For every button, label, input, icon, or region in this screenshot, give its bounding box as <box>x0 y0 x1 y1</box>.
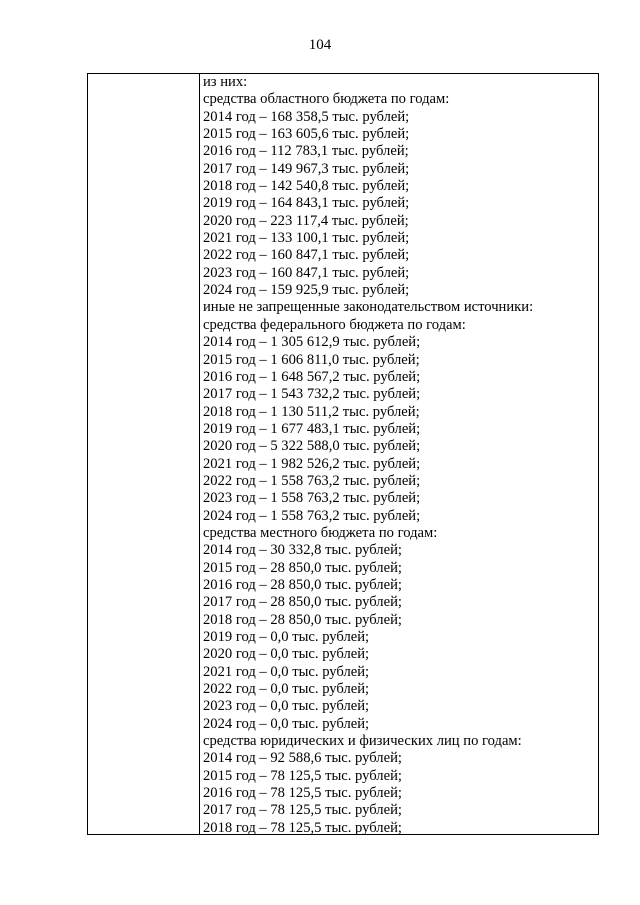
table-line: иные не запрещенные законодательством источники: <box>203 299 534 316</box>
table-line: 2016 год – 78 125,5 тыс. рублей; <box>203 785 402 802</box>
table-line: 2020 год – 223 117,4 тыс. рублей; <box>203 212 409 229</box>
table-line: 2014 год – 168 358,5 тыс. рублей; <box>203 108 410 125</box>
table-line: 2017 год – 1 543 732,2 тыс. рублей; <box>203 386 421 403</box>
table-line: 2016 год – 112 783,1 тыс. рублей; <box>203 143 409 160</box>
table-line: 2016 год – 1 648 567,2 тыс. рублей; <box>203 368 421 385</box>
table-line: 2014 год – 1 305 612,9 тыс. рублей; <box>203 334 421 351</box>
funding-table <box>87 73 599 835</box>
table-line: 2015 год – 163 605,6 тыс. рублей; <box>203 126 410 143</box>
table-line: 2020 год – 0,0 тыс. рублей; <box>203 646 370 663</box>
table-line: 2023 год – 160 847,1 тыс. рублей; <box>203 264 410 281</box>
table-line: 2017 год – 28 850,0 тыс. рублей; <box>203 594 402 611</box>
table-line: 2015 год – 28 850,0 тыс. рублей; <box>203 559 402 576</box>
table-line: 2018 год – 142 540,8 тыс. рублей; <box>203 178 410 195</box>
table-left-cell <box>88 74 200 834</box>
table-line: 2021 год – 0,0 тыс. рублей; <box>203 663 370 680</box>
page-number: 104 <box>308 37 332 53</box>
table-line: 2018 год – 78 125,5 тыс. рублей; <box>203 819 402 834</box>
table-line: 2017 год – 78 125,5 тыс. рублей; <box>203 802 402 819</box>
table-line: 2024 год – 0,0 тыс. рублей; <box>203 715 370 732</box>
table-line: 2022 год – 0,0 тыс. рублей; <box>203 681 370 698</box>
table-line: средства федерального бюджета по годам: <box>203 316 466 333</box>
table-line: 2017 год – 149 967,3 тыс. рублей; <box>203 160 410 177</box>
table-line: средства местного бюджета по годам: <box>203 524 438 541</box>
table-line: 2021 год – 133 100,1 тыс. рублей; <box>203 230 410 247</box>
table-line: 2019 год – 164 843,1 тыс. рублей; <box>203 195 410 212</box>
table-line: 2014 год – 30 332,8 тыс. рублей; <box>203 542 402 559</box>
table-line: 2019 год – 0,0 тыс. рублей; <box>203 629 370 645</box>
table-line: 2024 год – 159 925,9 тыс. рублей; <box>203 282 410 299</box>
table-line: 2023 год – 1 558 763,2 тыс. рублей; <box>203 490 421 507</box>
table-line: 2021 год – 1 982 526,2 тыс. рублей; <box>203 455 421 472</box>
table-line: 2018 год – 28 850,0 тыс. рублей; <box>203 611 402 628</box>
table-line: средства областного бюджета по годам: <box>203 91 450 108</box>
table-line: 2015 год – 1 606 811,0 тыс. рублей; <box>203 351 420 368</box>
table-line: 2020 год – 5 322 588,0 тыс. рублей; <box>203 438 421 455</box>
table-line: 2016 год – 28 850,0 тыс. рублей; <box>203 576 402 593</box>
table-line: 2019 год – 1 677 483,1 тыс. рублей; <box>203 420 421 437</box>
table-line: 2023 год – 0,0 тыс. рублей; <box>203 698 370 715</box>
table-line: 2015 год – 78 125,5 тыс. рублей; <box>203 767 402 784</box>
table-line: средства юридических и физических лиц по годам: <box>203 733 522 750</box>
table-line: 2022 год – 160 847,1 тыс. рублей; <box>203 247 410 264</box>
table-line: 2024 год – 1 558 763,2 тыс. рублей; <box>203 507 421 524</box>
table-line: 2018 год – 1 130 511,2 тыс. рублей; <box>203 403 420 420</box>
table-line: 2014 год – 92 588,6 тыс. рублей; <box>203 750 402 767</box>
table-line: из них: <box>203 74 248 90</box>
table-right-cell <box>200 74 598 834</box>
table-line: 2022 год – 1 558 763,2 тыс. рублей; <box>203 472 421 489</box>
